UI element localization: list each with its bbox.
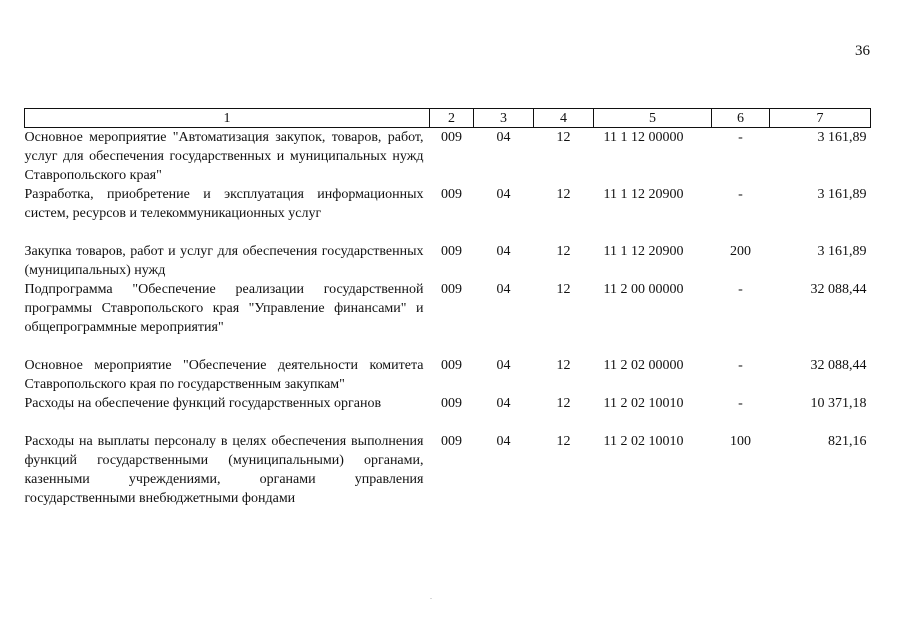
row-target-article: 11 1 12 00000 xyxy=(603,130,684,145)
budget-table xyxy=(24,108,871,508)
row-subsection-code: 12 xyxy=(556,358,571,373)
row-section-code: 04 xyxy=(496,358,511,373)
row-expense-type: 200 xyxy=(730,244,751,259)
row-expense-type: - xyxy=(738,130,743,145)
row-expense-type: - xyxy=(738,187,743,202)
row-section-code: 04 xyxy=(496,187,511,202)
table-row xyxy=(25,185,871,242)
row-ministry-code: 009 xyxy=(441,396,462,411)
row-name: Закупка товаров, работ и услуг для обеспечения государственных (муниципальных) нужд xyxy=(24,244,424,278)
header-col-4: 4 xyxy=(534,109,594,128)
row-ministry-code: 009 xyxy=(441,187,462,202)
row-name: Расходы на обеспечение функций государственных органов xyxy=(24,396,382,411)
row-expense-type: 100 xyxy=(730,434,751,449)
header-col-5: 5 xyxy=(594,109,712,128)
table-row xyxy=(25,128,871,186)
row-target-article: 11 1 12 20900 xyxy=(603,244,684,259)
row-subsection-code: 12 xyxy=(556,244,571,259)
row-target-article: 11 2 02 00000 xyxy=(603,358,684,373)
header-col-7: 7 xyxy=(770,109,871,128)
row-ministry-code: 009 xyxy=(441,434,462,449)
row-section-code: 04 xyxy=(496,282,511,297)
row-section-code: 04 xyxy=(496,396,511,411)
row-section-code: 04 xyxy=(496,130,511,145)
row-target-article: 11 2 02 10010 xyxy=(603,396,684,411)
row-amount: 32 088,44 xyxy=(810,282,867,297)
row-amount: 32 088,44 xyxy=(810,358,867,373)
row-ministry-code: 009 xyxy=(441,130,462,145)
row-expense-type: - xyxy=(738,282,743,297)
table-row xyxy=(25,432,871,508)
row-amount: 3 161,89 xyxy=(817,187,867,202)
row-amount: 3 161,89 xyxy=(817,244,867,259)
row-name: Расходы на выплаты персоналу в целях обеспечения выполнения функций государственными (муниципальными) органами, казенными учреждениями, органами управления государственными внебюджетными фондами xyxy=(24,434,424,506)
table-header xyxy=(25,109,871,128)
row-ministry-code: 009 xyxy=(441,244,462,259)
row-name: Основное мероприятие "Обеспечение деятельности комитета Ставропольского края по государственным закупкам" xyxy=(24,358,424,392)
row-expense-type: - xyxy=(738,358,743,373)
row-target-article: 11 2 02 10010 xyxy=(603,434,684,449)
header-col-6: 6 xyxy=(712,109,770,128)
table-row xyxy=(25,394,871,432)
page-number: 36 xyxy=(855,43,870,59)
row-target-article: 11 2 00 00000 xyxy=(603,282,684,297)
row-expense-type: - xyxy=(738,396,743,411)
row-ministry-code: 009 xyxy=(441,358,462,373)
row-subsection-code: 12 xyxy=(556,130,571,145)
row-amount: 821,16 xyxy=(828,434,867,449)
row-subsection-code: 12 xyxy=(556,282,571,297)
header-col-1: 1 xyxy=(25,109,430,128)
row-target-article: 11 1 12 20900 xyxy=(603,187,684,202)
row-section-code: 04 xyxy=(496,244,511,259)
row-amount: 10 371,18 xyxy=(810,396,867,411)
row-name: Подпрограмма "Обеспечение реализации государственной программы Ставропольского края "Управление финансами" и общепрограммные мероприятия" xyxy=(24,282,424,335)
row-subsection-code: 12 xyxy=(556,434,571,449)
row-section-code: 04 xyxy=(496,434,511,449)
header-row xyxy=(25,109,871,128)
table-row xyxy=(25,242,871,280)
table-row xyxy=(25,356,871,394)
table-row xyxy=(25,280,871,356)
row-name: Разработка, приобретение и эксплуатация информационных систем, ресурсов и телекоммуникационных услуг xyxy=(24,187,424,221)
header-col-3: 3 xyxy=(474,109,534,128)
table-body xyxy=(25,128,871,509)
scan-speck xyxy=(430,598,432,599)
row-subsection-code: 12 xyxy=(556,396,571,411)
row-ministry-code: 009 xyxy=(441,282,462,297)
row-subsection-code: 12 xyxy=(556,187,571,202)
header-col-2: 2 xyxy=(430,109,474,128)
row-name: Основное мероприятие "Автоматизация закупок, товаров, работ, услуг для обеспечения государственных и муниципальных нужд Ставропольского края" xyxy=(24,130,424,183)
budget-table-container xyxy=(24,108,870,508)
row-amount: 3 161,89 xyxy=(817,130,867,145)
